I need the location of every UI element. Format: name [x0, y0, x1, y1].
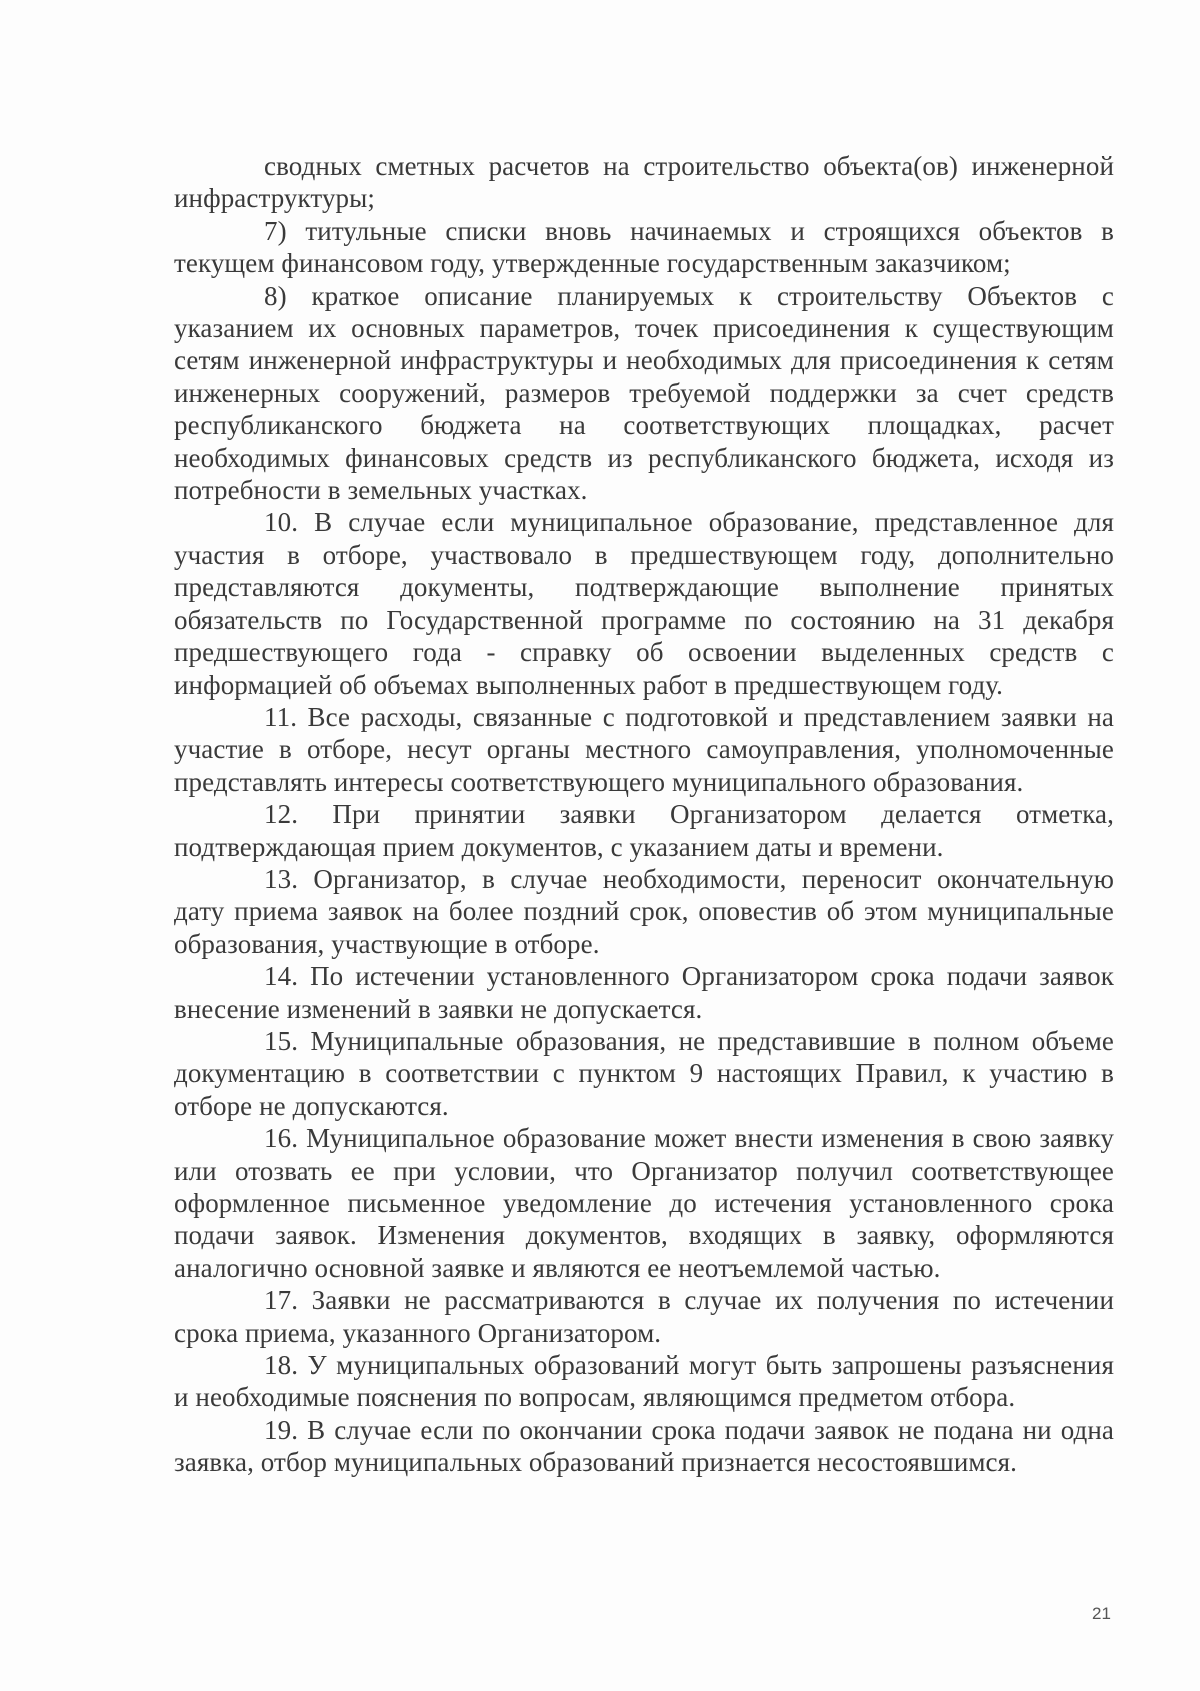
paragraph-17: 17. Заявки не рассматриваются в случае их получения по истечении срока приема, указанного Организатором.	[174, 1285, 1114, 1348]
paragraph-13: 13. Организатор, в случае необходимости, переносит окончательную дату приема заявок на более поздний срок, оповестив об этом муниципальные образования, участвующие в отборе.	[174, 863, 1114, 959]
document-body	[174, 150, 1114, 1479]
page-number: 21	[1092, 1604, 1111, 1623]
paragraph-16: 16. Муниципальное образование может внести изменения в свою заявку или отозвать ее при условии, что Организатор получил соответствующее оформленное письменное уведомление до истечения установленного срока подачи заявок. Изменения документов, входящих в заявку, оформляются аналогично основной заявке и являются ее неотъемлемой частью.	[174, 1123, 1114, 1283]
paragraph-19: 19. В случае если по окончании срока подачи заявок не подана ни одна заявка, отбор муниципальных образований признается несостоявшимся.	[174, 1414, 1114, 1478]
paragraph-15: 15. Муниципальные образования, не представившие в полном объеме документацию в соответствии с пунктом 9 настоящих Правил, к участию в отборе не допускаются.	[174, 1025, 1114, 1121]
paragraph-11: 11. Все расходы, связанные с подготовкой и представлением заявки на участие в отборе, несут органы местного самоуправления, уполномоченные представлять интересы соответствующего муниципального образования.	[174, 701, 1114, 797]
paragraph-14: 14. По истечении установленного Организатором срока подачи заявок внесение изменений в заявки не допускается.	[174, 961, 1114, 1024]
paragraph-10: 10. В случае если муниципальное образование, представленное для участия в отборе, участвовало в предшествующем году, дополнительно представляются документы, подтверждающие выполнение принятых обязательств по Государственной программе по состоянию на 31 декабря предшествующего года - справку об освоении выделенных средств с информацией об объемах выполненных работ в предшествующем году.	[174, 507, 1114, 700]
paragraph-18: 18. У муниципальных образований могут быть запрошены разъяснения и необходимые пояснения по вопросам, являющимся предметом отбора.	[174, 1350, 1114, 1413]
paragraph-item-7: 7) титульные списки вновь начинаемых и строящихся объектов в текущем финансовом году, утвержденные государственным заказчиком;	[174, 215, 1114, 279]
paragraph-item-8: 8) краткое описание планируемых к строительству Объектов с указанием их основных параметров, точек присоединения к существующим сетям инженерной инфраструктуры и необходимых для присоединения к сетям инженерных сооружений, размеров требуемой поддержки за счет средств республиканского бюджета на соответствующих площадках, расчет необходимых финансовых средств из республиканского бюджета, исходя из потребности в земельных участках.	[174, 280, 1114, 506]
paragraph-continuation: сводных сметных расчетов на строительство объекта(ов) инженерной инфраструктуры;	[174, 151, 1114, 214]
paragraph-12: 12. При принятии заявки Организатором делается отметка, подтверждающая прием документов, с указанием даты и времени.	[174, 799, 1114, 862]
